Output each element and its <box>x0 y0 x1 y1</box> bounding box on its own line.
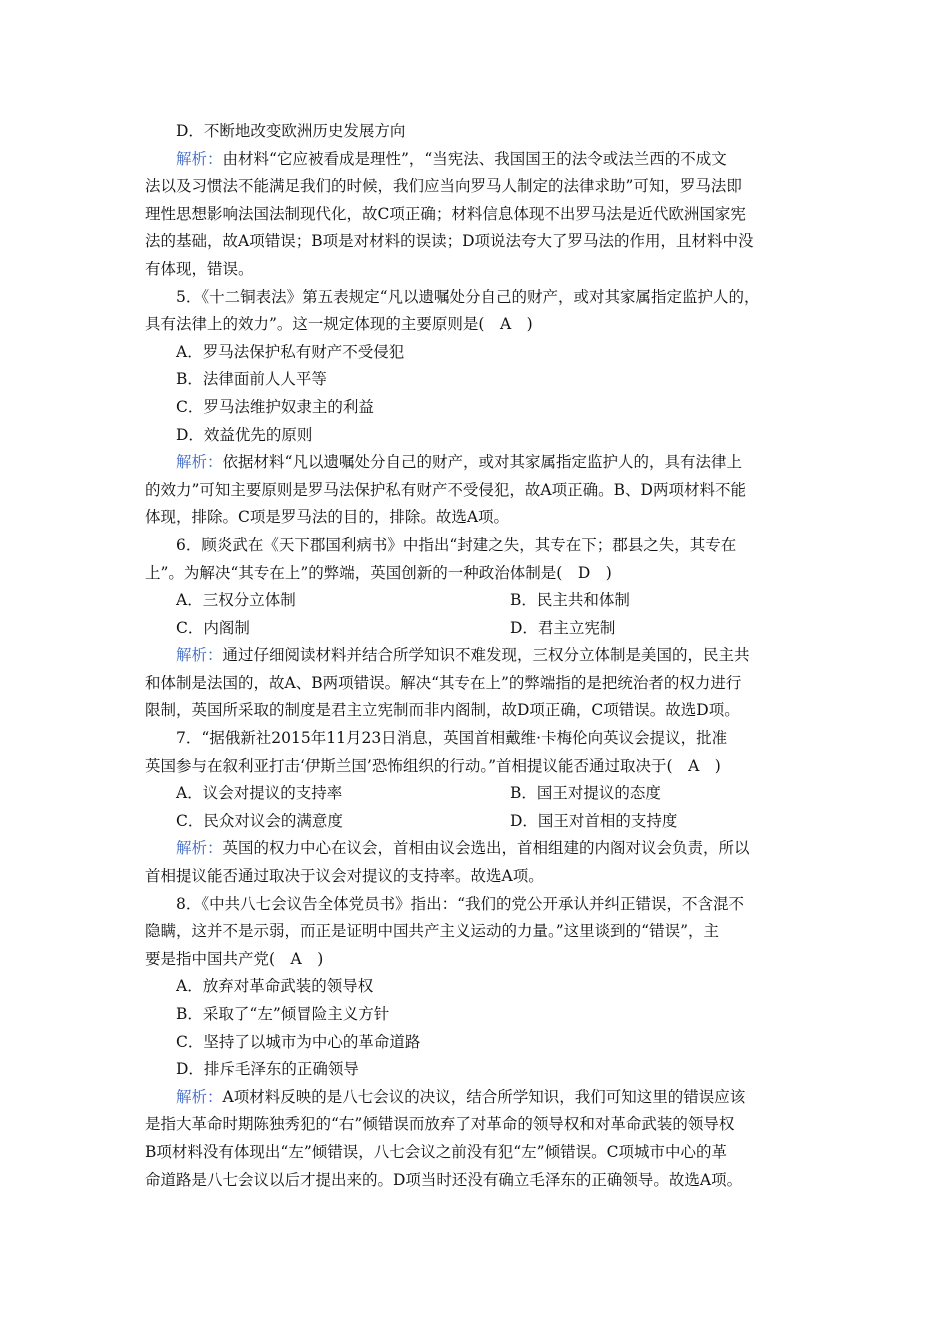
q4-analysis-line: 理性思想影响法国法制现代化，故C项正确；材料信息体现不出罗马法是近代欧洲国家宪 <box>145 204 746 223</box>
q7-options-row <box>145 780 813 808</box>
q5-analysis-line: 的效力”可知主要原则是罗马法保护私有财产不受侵犯，故A项正确。B、D两项材料不能 <box>145 480 746 499</box>
q7-option: C．民众对议会的满意度 <box>176 811 343 830</box>
q7-option: A．议会对提议的支持率 <box>176 784 343 803</box>
q4-option-d: D．不断地改变欧洲历史发展方向 <box>176 122 406 140</box>
analysis-label: 解析： <box>176 1087 223 1106</box>
q6-stem-line: 6．顾炎武在《天下郡国利病书》中指出“封建之失，其专在下；郡县之失，其专在 <box>176 535 737 554</box>
q7-analysis-line: 首相提议能否通过取决于议会对提议的支持率。故选A项。 <box>145 867 544 886</box>
analysis-label: 解析： <box>176 839 223 858</box>
q5-option: A．罗马法保护私有财产不受侵犯 <box>176 342 405 361</box>
q6-option: D．君主立宪制 <box>510 618 616 637</box>
q8-analysis-line: 解析：A项材料反映的是八七会议的决议，结合所学知识，我们可知这里的错误应该 <box>176 1087 746 1106</box>
q5-analysis-line: 体现，排除。C项是罗马法的目的，排除。故选A项。 <box>145 508 510 527</box>
q6-analysis-line: 限制，英国所采取的制度是君主立宪制而非内阁制，故D项正确，C项错误。故选D项。 <box>145 701 740 720</box>
q8-stem-line: 要是指中国共产党( A ) <box>145 949 324 968</box>
q7-options-row <box>145 808 813 836</box>
q6-option: C．内阁制 <box>176 618 250 637</box>
q4-analysis-line: 法的基础，故A项错误；B项是对材料的误读；D项说法夸大了罗马法的作用，且材料中没 <box>145 232 754 251</box>
q7-option: D．国王对首相的支持度 <box>510 811 678 830</box>
q8-analysis-line: B项材料没有体现出“左”倾错误，八七会议之前没有犯“左”倾错误。C项城市中心的革 <box>145 1142 727 1161</box>
q6-options-row <box>145 587 813 615</box>
q8-option: B．采取了“左”倾冒险主义方针 <box>176 1005 390 1023</box>
document-page <box>145 118 813 1194</box>
q4-analysis-line: 解析：由材料“它应被看成是理性”，“当宪法、我国国王的法令或法兰西的不成文 <box>176 149 727 168</box>
q6-option: A．三权分立体制 <box>176 591 296 610</box>
q6-option: B．民主共和体制 <box>510 591 630 610</box>
analysis-label: 解析： <box>176 453 223 472</box>
q4-analysis-line: 法以及习惯法不能满足我们的时候，我们应当向罗马人制定的法律求助”可知，罗马法即 <box>145 177 742 196</box>
q5-option: B．法律面前人人平等 <box>176 370 327 389</box>
q5-option: D．效益优先的原则 <box>176 425 313 444</box>
q8-analysis-line: 是指大革命时期陈独秀犯的“右”倾错误而放弃了对革命的领导权和对革命武装的领导权 <box>145 1115 735 1134</box>
q8-stem-line: 隐瞒，这并不是示弱，而正是证明中国共产主义运动的力量。”这里谈到的“错误”，主 <box>145 922 720 941</box>
q8-analysis-line: 命道路是八七会议以后才提出来的。D项当时还没有确立毛泽东的正确领导。故选A项。 <box>145 1170 743 1189</box>
q5-stem-line: 5．《十二铜表法》第五表规定“凡以遗嘱处分自己的财产，或对其家属指定监护人的， <box>176 287 760 306</box>
q5-analysis-line: 解析：依据材料“凡以遗嘱处分自己的财产，或对其家属指定监护人的，具有法律上 <box>176 453 742 472</box>
q8-option: C．坚持了以城市为中心的革命道路 <box>176 1032 421 1051</box>
q5-stem-line: 具有法律上的效力”。这一规定体现的主要原则是( A ) <box>145 315 533 334</box>
analysis-label: 解析： <box>176 646 223 665</box>
q6-analysis-line: 解析：通过仔细阅读材料并结合所学知识不难发现，三权分立体制是美国的，民主共 <box>176 646 750 665</box>
q4-analysis-line: 有体现，错误。 <box>145 259 254 278</box>
q8-stem-line: 8．《中共八七会议告全体党员书》指出：“我们的党公开承认并纠正错误，不含混不 <box>176 894 745 913</box>
q7-analysis-line: 解析：英国的权力中心在议会，首相由议会选出，首相组建的内阁对议会负责，所以 <box>176 839 750 858</box>
analysis-label: 解析： <box>176 149 223 168</box>
q5-option: C．罗马法维护奴隶主的利益 <box>176 397 374 416</box>
q7-option: B．国王对提议的态度 <box>510 784 661 803</box>
q7-stem-line: 英国参与在叙利亚打击‘伊斯兰国’恐怖组织的行动。”首相提议能否通过取决于( A ) <box>145 756 721 775</box>
q6-stem-line: 上”。为解决“其专在上”的弊端，英国创新的一种政治体制是( D ) <box>145 563 612 582</box>
q6-options-row <box>145 615 813 643</box>
q8-option: A．放弃对革命武装的领导权 <box>176 977 374 996</box>
q8-option: D．排斥毛泽东的正确领导 <box>176 1060 359 1079</box>
q6-analysis-line: 和体制是法国的，故A、B两项错误。解决“其专在上”的弊端指的是把统治者的权力进行 <box>145 673 742 692</box>
q7-stem-line: 7．“据俄新社2015年11月23日消息，英国首相戴维·卡梅伦向英议会提议，批准 <box>176 729 728 748</box>
